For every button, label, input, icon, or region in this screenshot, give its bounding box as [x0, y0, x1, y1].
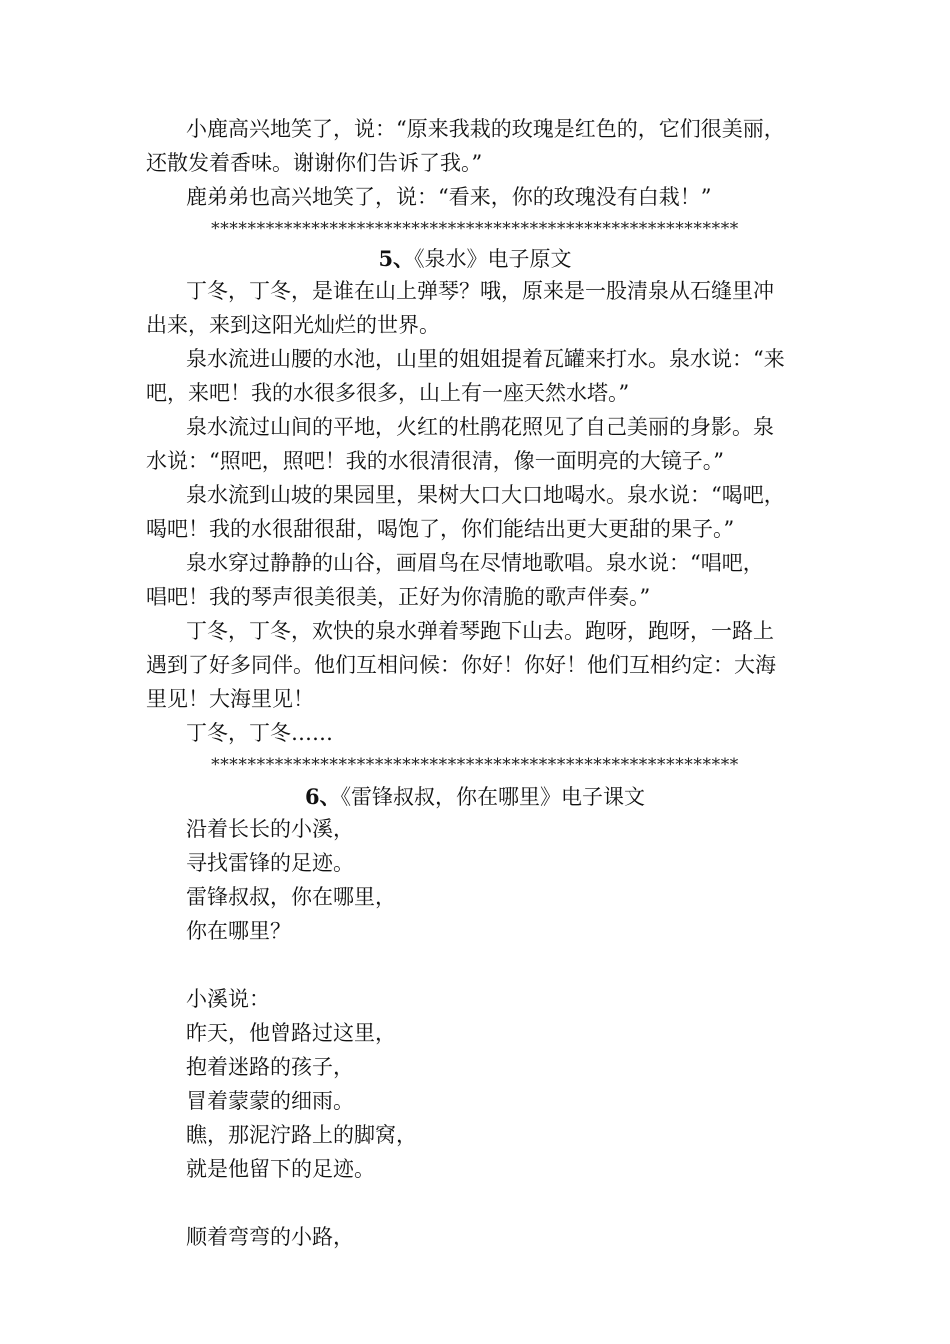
section-5-number: 5、 — [378, 246, 415, 271]
paragraph-line: 出来，来到这阳光灿烂的世界。 — [146, 313, 440, 337]
section-6-title: 《雷锋叔叔，你在哪里》电子课文 — [340, 785, 646, 809]
section-6-number: 6、 — [304, 784, 341, 809]
paragraph-line: 还散发着香味。谢谢你们告诉了我。” — [146, 151, 483, 175]
poem-line: 就是他留下的足迹。 — [186, 1157, 375, 1181]
poem-line: 昨天，他曾路过这里， — [186, 1021, 396, 1045]
poem-line: 瞧，那泥泞路上的脚窝， — [186, 1123, 417, 1147]
poem-line: 你在哪里？ — [186, 919, 291, 943]
section-6-heading — [0, 780, 950, 814]
paragraph-line: 泉水流过山间的平地，火红的杜鹃花照见了自己美丽的身影。泉 — [186, 415, 774, 439]
paragraph-line: 唱吧！我的琴声很美很美，正好为你清脆的歌声伴奏。” — [146, 585, 651, 609]
paragraph-line: 喝吧！我的水很甜很甜，喝饱了，你们能结出更大更甜的果子。” — [146, 517, 735, 541]
poem-line: 小溪说： — [186, 987, 270, 1011]
paragraph-line: 丁冬，丁冬，是谁在山上弹琴？哦，原来是一股清泉从石缝里冲 — [186, 279, 774, 303]
paragraph-line: 里见！大海里见！ — [146, 687, 314, 711]
section-separator: ********************************************************** — [211, 219, 739, 239]
paragraph-line: 遇到了好多同伴。他们互相问候：你好！你好！他们互相约定：大海 — [146, 653, 776, 677]
poem-line: 抱着迷路的孩子， — [186, 1055, 354, 1079]
paragraph-line: 小鹿高兴地笑了，说：“原来我栽的玫瑰是红色的，它们很美丽， — [186, 117, 785, 141]
paragraph-line: 丁冬，丁冬，欢快的泉水弹着琴跑下山去。跑呀，跑呀，一路上 — [186, 619, 774, 643]
paragraph-line: 泉水穿过静静的山谷，画眉鸟在尽情地歌唱。泉水说：“唱吧， — [186, 551, 764, 575]
paragraph-line: 泉水流到山坡的果园里，果树大口大口地喝水。泉水说：“喝吧， — [186, 483, 785, 507]
section-5-heading — [0, 242, 950, 276]
poem-line: 冒着蒙蒙的细雨。 — [186, 1089, 354, 1113]
poem-line: 沿着长长的小溪， — [186, 817, 354, 841]
poem-line: 顺着弯弯的小路， — [186, 1225, 354, 1249]
section-separator: ********************************************************** — [211, 755, 739, 775]
poem-line: 雷锋叔叔，你在哪里， — [186, 885, 396, 909]
paragraph-line: 泉水流进山腰的水池，山里的姐姐提着瓦罐来打水。泉水说：“来 — [186, 347, 785, 371]
paragraph-line: 水说：“照吧，照吧！我的水很清很清，像一面明亮的大镜子。” — [146, 449, 724, 473]
paragraph-line: 丁冬，丁冬…… — [186, 721, 333, 745]
section-5-title: 《泉水》电子原文 — [414, 247, 572, 271]
poem-line: 寻找雷锋的足迹。 — [186, 851, 354, 875]
paragraph-line: 鹿弟弟也高兴地笑了，说：“看来，你的玫瑰没有白栽！” — [186, 185, 712, 209]
paragraph-line: 吧，来吧！我的水很多很多，山上有一座天然水塔。” — [146, 381, 630, 405]
